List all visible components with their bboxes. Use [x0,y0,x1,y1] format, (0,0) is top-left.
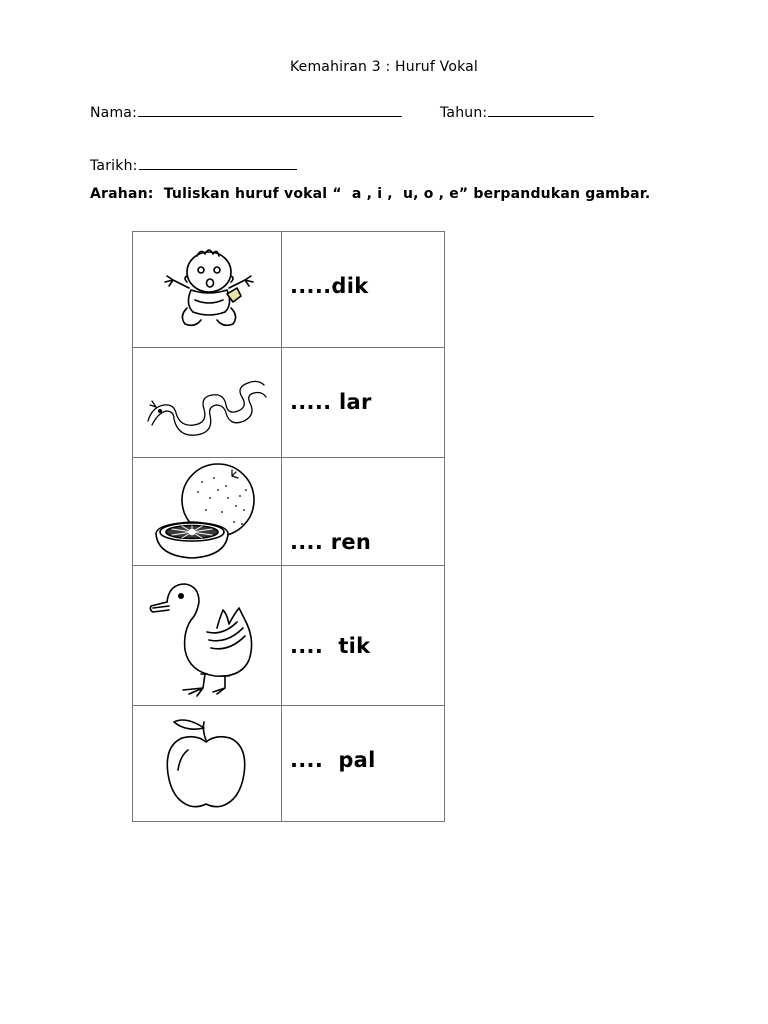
word-cell[interactable] [282,458,445,566]
page-title: Kemahiran 3 : Huruf Vokal [289,59,479,75]
picture-cell [133,706,282,822]
nama-label: Nama: [90,105,137,121]
word-cell[interactable] [282,348,445,458]
snake-icon [142,363,272,443]
word-text: .....dik [290,274,369,298]
tahun-label: Tahun: [440,105,488,121]
word-text: .... pal [290,748,376,772]
tarikh-blank-line[interactable] [139,157,297,170]
apple-icon [162,714,252,814]
tarikh-field[interactable] [90,157,297,174]
tahun-field[interactable] [440,104,594,121]
word-text: .... ren [290,530,372,554]
picture-cell [133,348,282,458]
word-cell[interactable] [282,706,445,822]
worksheet-row [133,706,445,822]
word-cell[interactable] [282,566,445,706]
baby-icon [157,242,257,338]
duck-icon [147,574,267,698]
worksheet-table [132,231,445,822]
word-cell[interactable] [282,232,445,348]
picture-cell [133,458,282,566]
picture-cell [133,566,282,706]
nama-blank-line[interactable] [138,104,402,117]
instruction-text: Arahan: Tuliskan huruf vokal “ a , i , u, o , e” berpandukan gambar. [90,186,651,202]
picture-cell [133,232,282,348]
tahun-blank-line[interactable] [488,104,594,117]
word-text: ..... lar [290,390,372,414]
worksheet-row [133,566,445,706]
worksheet-row [133,348,445,458]
tarikh-label: Tarikh: [90,158,138,174]
worksheet-row [133,232,445,348]
orange-icon [152,462,262,562]
worksheet-row [133,458,445,566]
word-text: .... tik [290,634,371,658]
nama-field[interactable] [90,104,402,121]
